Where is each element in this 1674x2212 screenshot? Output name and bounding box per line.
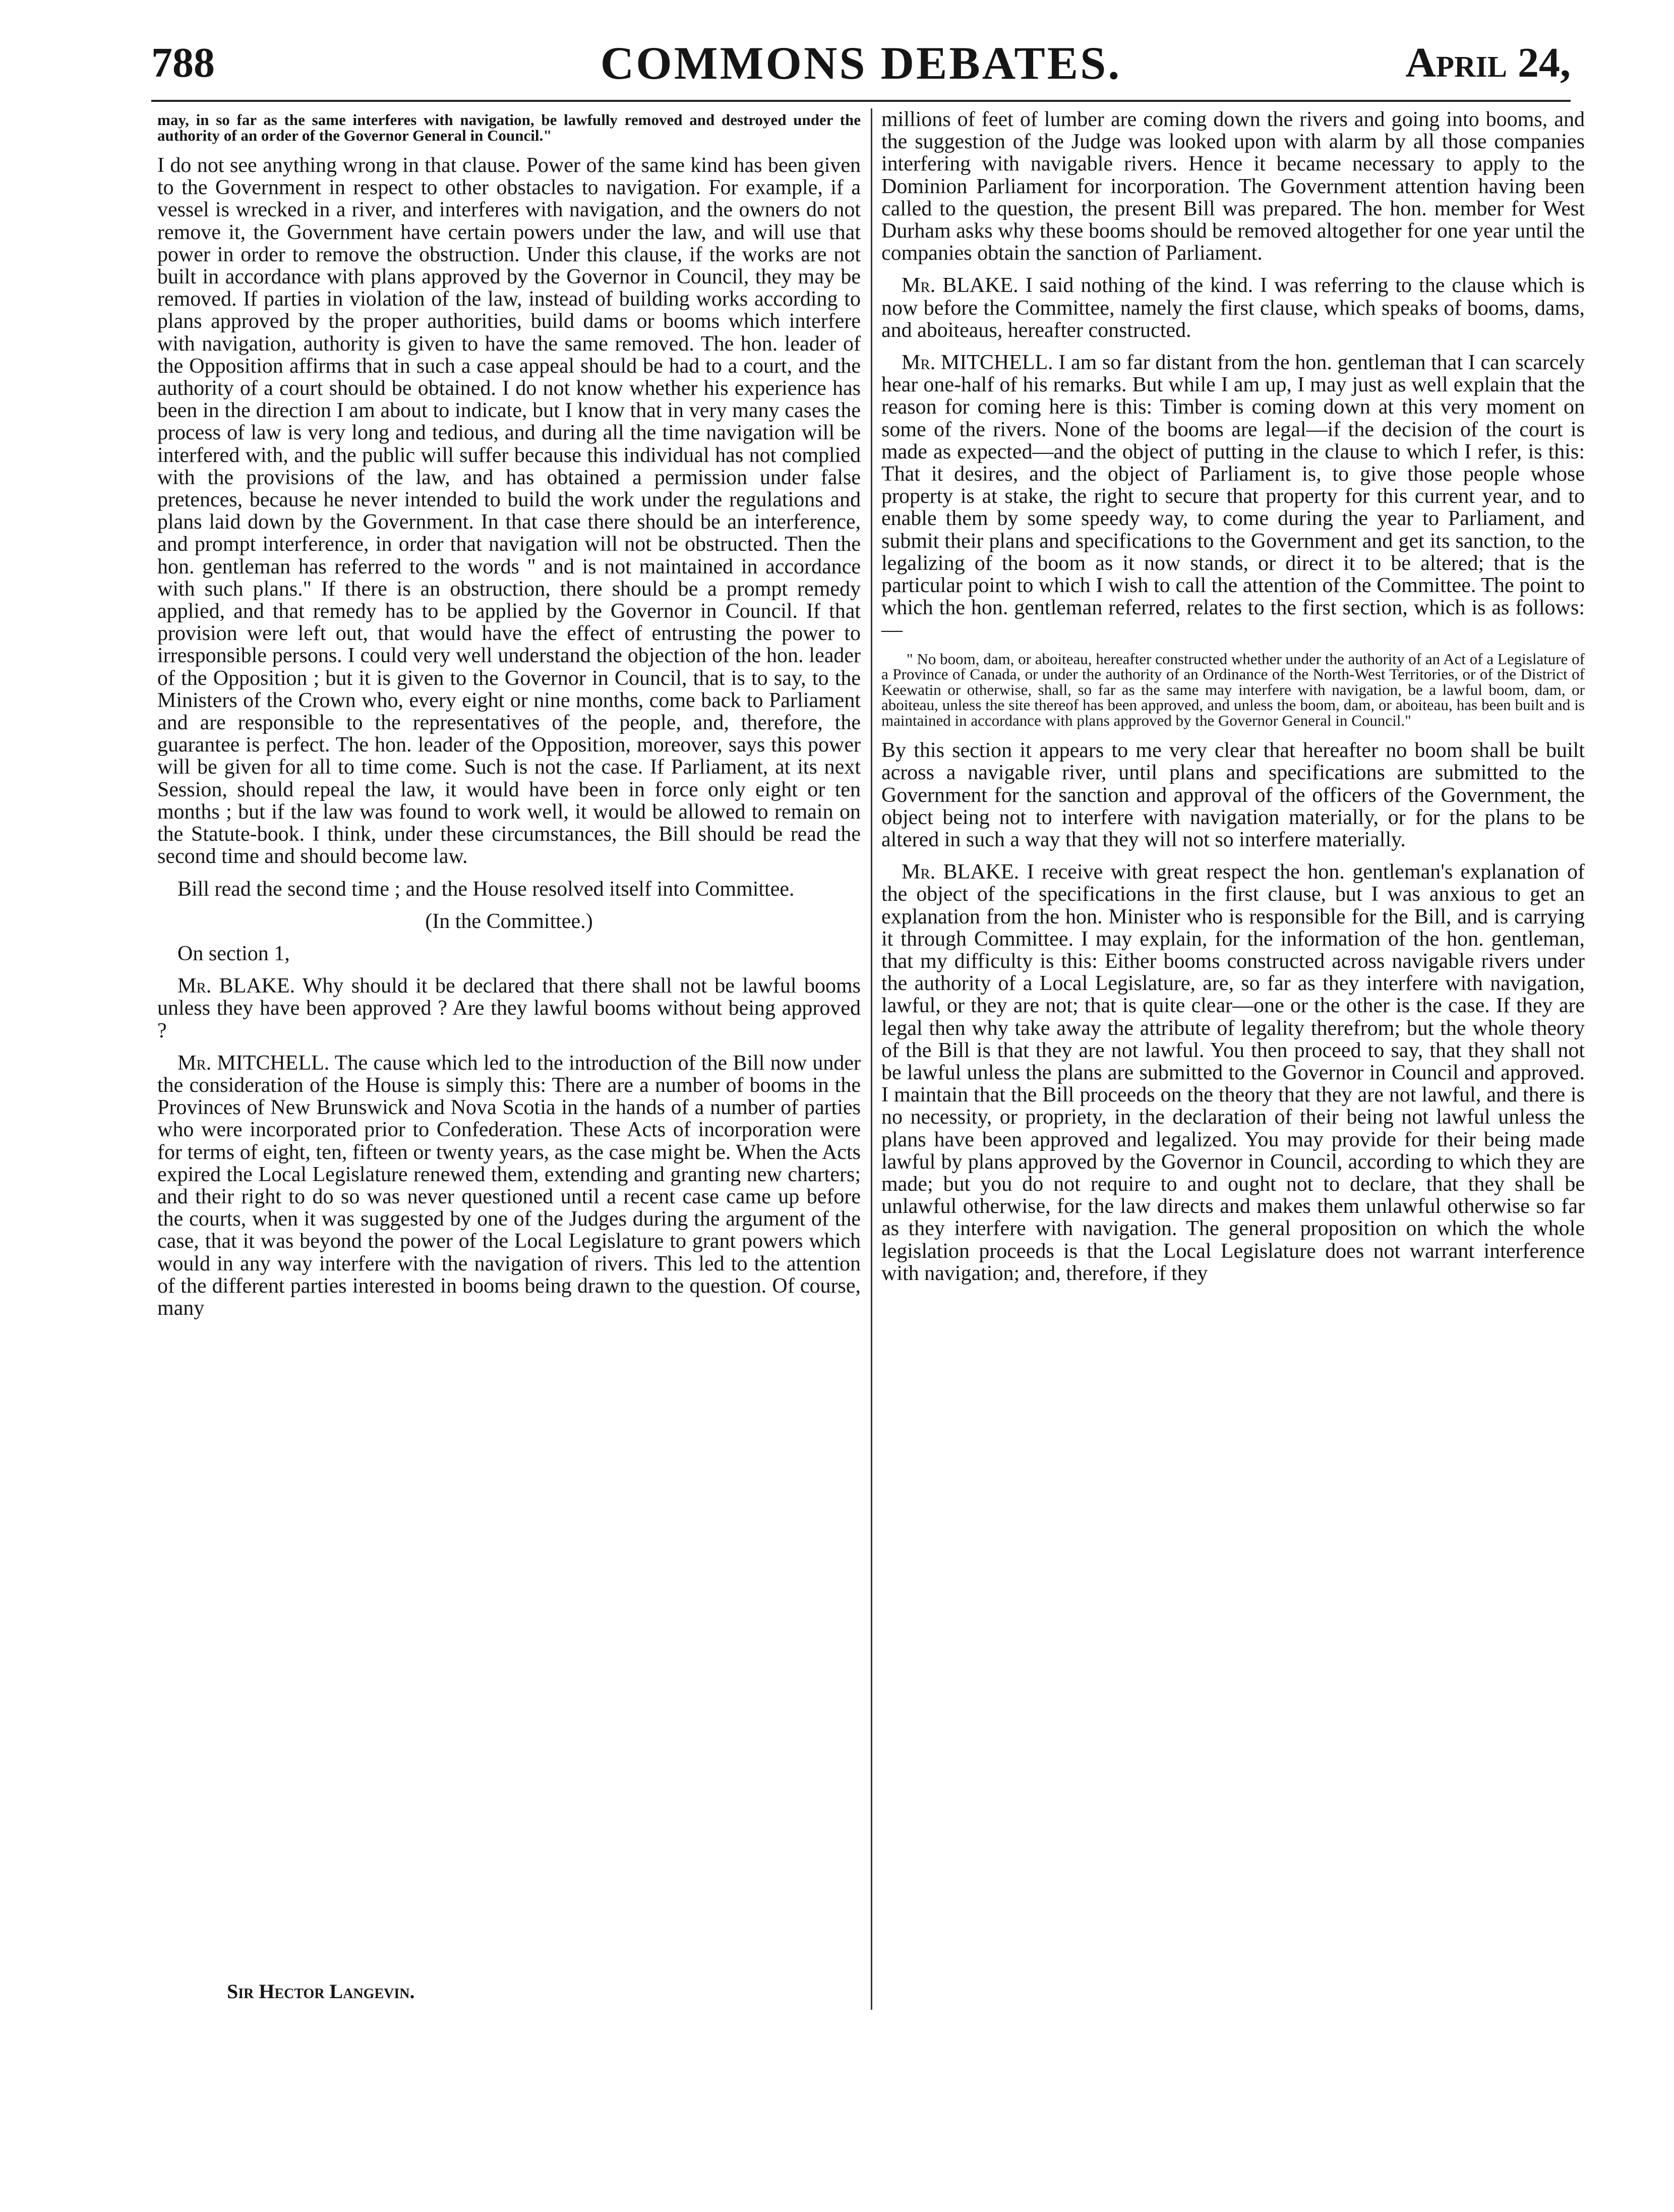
- right-column: [881, 108, 1585, 1295]
- mitchell-speech: [157, 1052, 861, 1319]
- speech-text: The cause which led to the introduction of the Bill now under the consideration of the House is simply this: There are a number of booms in the Provinces of New Brunswick and Nova Scotia in the hands of a number of parties who were incorporated prior to Confederation. These Acts of incorporation were for terms of eight, ten, fifteen or twenty years, as the case might be. When the Acts expired the Local Legislature renewed them, extending and granting new charters; and their right to do so was never questioned until a recent case came up before the courts, when it was suggested by one of the Judges during the argument of the case, that it was beyond the power of the Local Legislature to grant powers which would in any way interfere with the navigation of rivers. This led to the attention of the different parties interested in booms being drawn to the question. Of course, many: [157, 1051, 861, 1320]
- speaker-name: Mr. BLAKE.: [177, 974, 295, 998]
- committee-heading: (In the Committee.): [425, 909, 593, 933]
- speaker-name: Mr. BLAKE.: [902, 860, 1020, 884]
- running-title: COMMONS DEBATES.: [600, 37, 1122, 89]
- column-divider: [871, 108, 872, 2010]
- footer-signature: Sir Hector Langevin.: [227, 1980, 415, 2003]
- page-header: [151, 28, 1571, 98]
- speaker-name: Mr. MITCHELL.: [177, 1051, 330, 1075]
- mitchell-explanation: [881, 352, 1585, 642]
- blake-response: [881, 861, 1585, 1285]
- page-date: April 24,: [1405, 39, 1571, 86]
- quote-continuation: may, in so far as the same interferes with navigation, be lawfully removed and destroyed under the authority of an order of the Governor General in Council.": [157, 111, 861, 144]
- speaker-name: Mr. MITCHELL.: [902, 351, 1053, 375]
- speech-text: I said nothing of the kind. I was referring to the clause which is now before the Committee, namely the first clause, which speaks of booms, dams, and aboiteaus, hereafter constructed.: [881, 274, 1585, 342]
- speaker-name: Mr. BLAKE.: [902, 274, 1019, 298]
- section-heading: On section 1,: [177, 942, 290, 965]
- blake-question: [157, 975, 861, 1042]
- langevin-speech-paragraph: I do not see anything wrong in that clause. Power of the same kind has been given to the Government in respect to other obstacles to navigation. For example, if a vessel is wrecked in a river, and interferes with navigation, and the owners do not remove it, the Government have certain powers under the law, and will use that power in order to remove the obstruction. Under this clause, if the works are not built in accordance with plans approved by the Governor in Council, they may be removed. If parties in violation of the law, instead of building works according to plans approved by the proper authorities, build dams or booms which interfere with navigation, authority is given to have the same removed. The hon. leader of the Opposition affirms that in such a case appeal should be had to a court, and the authority of a court should be obtained. I do not know whether his experience has been in the direction I am about to indicate, but I know that in very many cases the process of law is very long and tedious, and during all the time navigation will be interfered with, and the public will suffer because this individual has not complied with the provisions of the law, and has obtained a permission under false pretences, because he never intended to build the work under the regulations and plans laid down by the Government. In that case there should be an interference, and prompt interference, in order that navigation will not be obstructed. Then the hon. gentleman has referred to the words " and is not maintained in accordance with such plans." If there is an obstruction, there should be a prompt remedy applied, and that remedy has to be applied by the Governor in Council. If that provision were left out, that would have the effect of entrusting the power to irresponsible persons. I could very well understand the objection of the hon. leader of the Opposition ; but it is given to the Governor in Council, that is to say, to the Ministers of the Crown who, every eight or nine months, come back to Parliament and are responsible to the representatives of the people, and, therefore, the guarantee is perfect. The hon. leader of the Opposition, moreover, says this power will be given for all to time come. Such is not the case. If Parliament, at its next Session, should repeal the law, it would have been in force only eight or ten months ; but if the law was found to work well, it would be allowed to remain on the Statute-book. I think, under these circumstances, the Bill should be read the second time and should become law.: [157, 154, 861, 868]
- left-column: [157, 108, 861, 1329]
- blake-reply: [881, 274, 1585, 341]
- mitchell-conclusion: By this section it appears to me very clear that hereafter no boom shall be built across a navigable river, until plans and specifications are submitted to the Government for the sanction and approval of the officers of the Government, the object being not to interfere with navigation materially, or for the plans to be altered in such a way that they will not so interfere materially.: [881, 739, 1585, 851]
- speech-text: I receive with great respect the hon. gentleman's explanation of the object of the specifications in the first clause, but I was anxious to get an explanation from the hon. Minister who is responsible for the Bill, and is carrying it through Committee. I may explain, for the information of the hon. gentleman, that my difficulty is this: Either booms constructed across navigable rivers under the authority of a Local Legislature, are, so far as they interfere with navigation, lawful, or they are not; that is quite clear—one or the other is the case. If they are legal then why take away the attribute of legality therefrom; but the whole theory of the Bill is that they are not lawful. You then proceed to say, that they shall not be lawful unless the plans are submitted to the Governor in Council and approved. I maintain that the Bill proceeds on the theory that they are not lawful, and there is no necessity, or propriety, in the declaration of their being not lawful unless the plans have been approved and legalized. You may provide for their being made lawful by plans approved by the Governor in Council, according to which they are made; but you do not require to and ought not to declare, that they shall be unlawful otherwise, for the law directs and makes them unlawful otherwise so far as they interfere with navigation. The general proposition on which the whole legislation proceeds is that the Local Legislature does not warrant interference with navigation; and, therefore, if they: [881, 860, 1585, 1285]
- bill-section-quote: " No boom, dam, or aboiteau, hereafter constructed whether under the authority of an Act of a Legislature of a Province of Canada, or under the authority of an Ordinance of the North-West Territories, or of the District of Keewatin or otherwise, shall, so far as the same may interfere with navigation, be a lawful boom, dam, or aboiteau, unless the site thereof has been approved, and unless the boom, dam, or aboiteau, has been built and is maintained in accordance with plans approved by the Governor General in Council.": [881, 650, 1585, 729]
- page-number: 788: [151, 39, 215, 86]
- speech-text: Why should it be declared that there shall not be lawful booms unless they have been approved ? Are they lawful booms without being approved ?: [157, 974, 861, 1042]
- procedural-note: Bill read the second time ; and the House resolved itself into Committee.: [177, 877, 795, 901]
- header-rule: [151, 100, 1571, 102]
- speech-text: I am so far distant from the hon. gentleman that I can scarcely hear one-half of his remarks. But while I am up, I may just as well explain that the reason for coming here is this: Timber is coming down at this very moment on some of the rivers. None of the booms are legal—if the decision of the court is made as expected—and the object of putting in the clause to which I refer, is this: That it desires, and the object of Parliament is, to give those people whose property is at stake, the right to secure that property for this current year, and to enable them by some speedy way, to come during the year to Parliament, and submit their plans and specifications to the Government and get its sanction, to the legalizing of the boom as it now stands, or direct it to be altered; that is the particular point to which I wish to call the attention of the Committee. The point to which the hon. gentleman referred, relates to the first section, which is as follows:—: [881, 351, 1585, 642]
- mitchell-speech-continuation: millions of feet of lumber are coming down the rivers and going into booms, and the suggestion of the Judge was looked upon with alarm by all those companies interfering with navigable rivers. Hence it became necessary to apply to the Dominion Parliament for incorporation. The Government attention having been called to the question, the present Bill was prepared. The hon. member for West Durham asks why these booms should be removed altogether for one year until the companies obtain the sanction of Parliament.: [881, 108, 1585, 265]
